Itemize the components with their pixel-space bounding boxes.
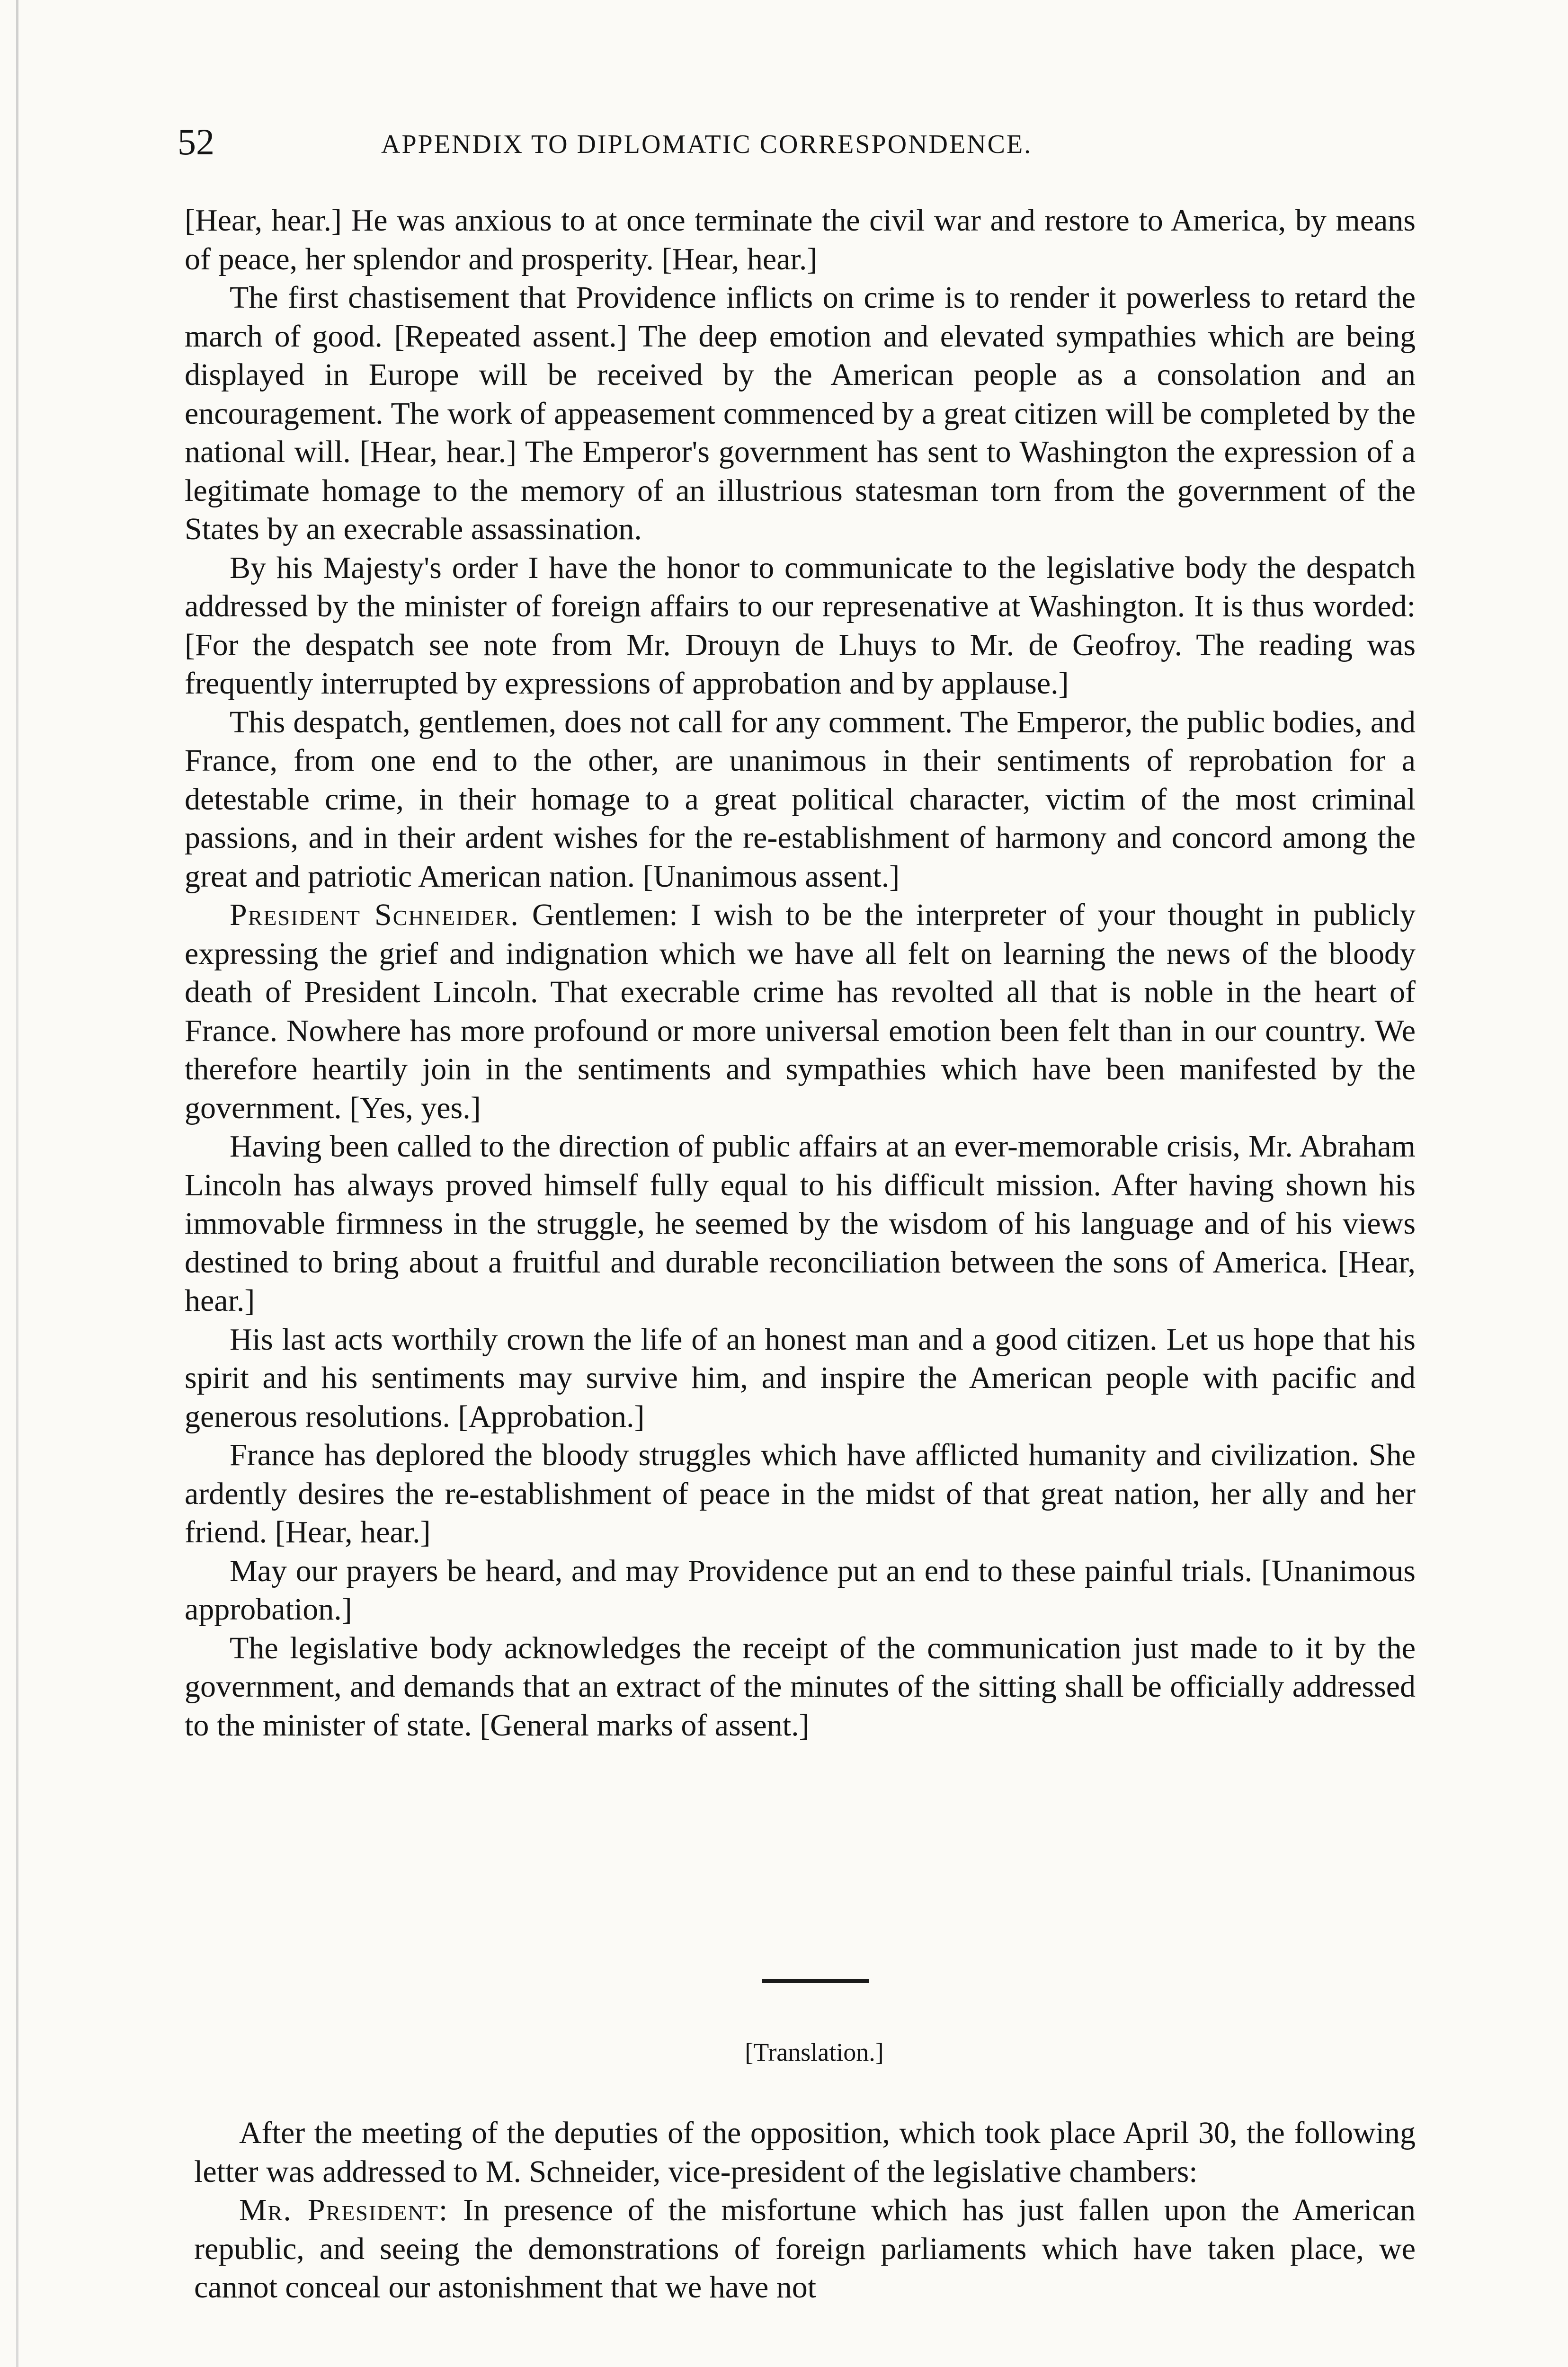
page-number: 52 [178, 121, 214, 162]
paragraph-6: Having been called to the direction of public affairs at an ever-memorable crisis, Mr. Abraham Lincoln has always proved himself fully equal to his difficult mission. After having shown his immovable firmness in the struggle, he seemed by the wisdom of his language and of his views destined to bring about a fruitful and durable reconciliation between the sons of America. [Hear, hear.] [185, 1129, 1416, 1318]
main-text [185, 201, 1416, 1744]
paragraph-2: The first chastisement that Providence inflicts on crime is to render it powerless to retard the march of good. [Repeated assent.] The deep emotion and elevated sympathies which are being displayed in Europe will be received by the American people as a consolation and an encouragement. The work of appeasement commenced by a great citizen will be completed by the national will. [Hear, hear.] The Emperor's government has sent to Washington the expression of a legitimate homage to the memory of an illustrious statesman torn from the government of the States by an execrable assassination. [185, 280, 1416, 546]
translation-text [194, 2114, 1416, 2307]
paragraph-3: By his Majesty's order I have the honor to communicate to the legislative body the despatch addressed by the minister of foreign affairs to our represenative at Washington. It is thus worded: [For the despatch see note from Mr. Drouyn de Lhuys to Mr. de Geofroy. The reading was frequently interrupted by expressions of approbation and by applause.] [185, 550, 1416, 701]
letter-text: In presence of the misfortune which has just fallen upon the American republic, and seeing the demonstrations of foreign parliaments which have taken place, we cannot conceal our astonishment that we have not [194, 2193, 1416, 2305]
speaker-text: Gentlemen: I wish to be the interpreter of your thought in publicly expressing the grief and indignation which we have all felt on learning the news of the bloody death of President Lincoln. That execrable crime has revolted all that is noble in the heart of France. Nowhere has more profound or more universal emotion been felt than in our country. We therefore heartily join in the sentiments and sympathies which have been manifested by the government. [Yes, yes.] [185, 898, 1416, 1125]
paragraph-4: This despatch, gentlemen, does not call for any comment. The Emperor, the public bodies, and France, from one end to the other, are unanimous in their sentiments of reprobation for a detestable crime, in their homage to a great political character, victim of the most criminal passions, and in their ardent wishes for the re-establishment of harmony and concord among the great and patriotic American nation. [Unanimous assent.] [185, 704, 1416, 894]
paragraph-10: The legislative body acknowledges the receipt of the communication just made to it by the government, and demands that an extract of the minutes of the sitting shall be officially addressed to the minister of state. [General marks of assent.] [185, 1630, 1416, 1743]
letter-salutation: Mr. President: [239, 2193, 449, 2227]
translation-label: [Translation.] [745, 2038, 884, 2066]
paragraph-9: May our prayers be heard, and may Providence put an end to these painful trials. [Unanimous approbation.] [185, 1553, 1416, 1627]
page-edge-line [16, 0, 18, 2367]
translation-intro: After the meeting of the deputies of the opposition, which took place April 30, the following letter was addressed to M. Schneider, vice-president of the legislative chambers: [194, 2116, 1416, 2189]
paragraph-7: His last acts worthily crown the life of an honest man and a good citizen. Let us hope that his spirit and his sentiments may survive him, and inspire the American people with pacific and generous resolutions. [Approbation.] [185, 1322, 1416, 1434]
paragraph-1: [Hear, hear.] He was anxious to at once terminate the civil war and restore to America, by means of peace, her splendor and prosperity. [Hear, hear.] [185, 203, 1416, 276]
running-title: APPENDIX TO DIPLOMATIC CORRESPONDENCE. [381, 130, 1033, 159]
paragraph-8: France has deplored the bloody struggles which have afflicted humanity and civilization. She ardently desires the re-establishment of peace in the midst of that great nation, her ally and her friend. [Hear, hear.] [185, 1438, 1416, 1549]
paragraph-president-speech [185, 896, 1416, 1127]
section-divider [762, 1979, 869, 1983]
speaker-name: President Schneider. [230, 898, 519, 932]
letter-paragraph [194, 2191, 1416, 2307]
page-header [178, 118, 1418, 170]
